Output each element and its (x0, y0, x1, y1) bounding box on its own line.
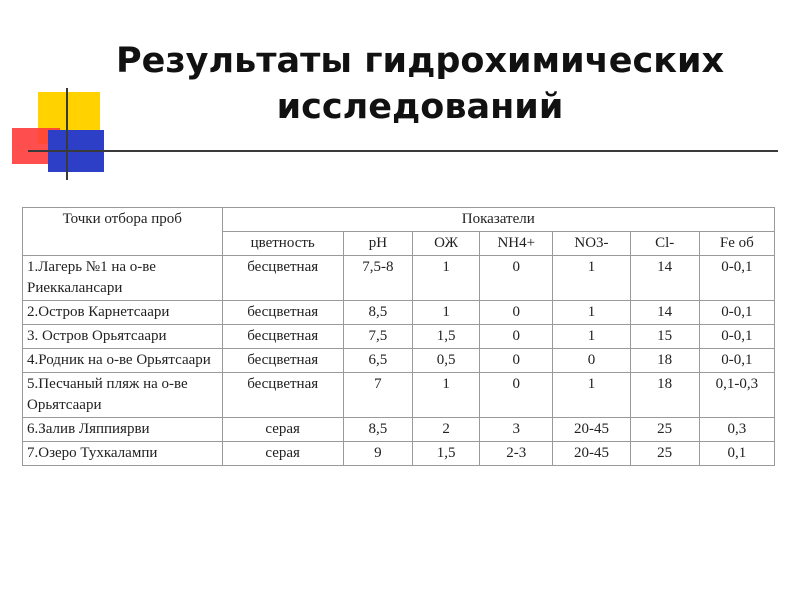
cell-ph: 6,5 (343, 349, 412, 373)
cell-ph: 7,5 (343, 325, 412, 349)
header-point: Точки отбора проб (23, 208, 223, 256)
cell-color: бесцветная (222, 301, 343, 325)
cell-nh4: 0 (480, 301, 553, 325)
cell-point: 4.Родник на о-ве Орьятсаари (23, 349, 223, 373)
cell-color: бесцветная (222, 256, 343, 301)
cell-nh4: 3 (480, 418, 553, 442)
cell-cl: 25 (630, 442, 699, 466)
cell-color: бесцветная (222, 373, 343, 418)
col-header-color: цветность (222, 232, 343, 256)
cell-ph: 8,5 (343, 301, 412, 325)
cell-nh4: 0 (480, 373, 553, 418)
cell-point: 5.Песчаный пляж на о-ве Орьятсаари (23, 373, 223, 418)
table-row (23, 442, 775, 466)
table-row (23, 325, 775, 349)
table-row (23, 256, 775, 301)
table-row (23, 301, 775, 325)
cell-fe: 0,3 (699, 418, 774, 442)
table-header-row (23, 208, 775, 232)
cell-no3: 20-45 (553, 442, 630, 466)
cell-point: 3. Остров Орьятсаари (23, 325, 223, 349)
title-line-1: Результаты гидрохимических (115, 41, 725, 81)
results-table (22, 207, 775, 466)
cell-oz: 1 (413, 256, 480, 301)
cell-color: серая (222, 442, 343, 466)
cell-fe: 0-0,1 (699, 256, 774, 301)
col-header-no3: NO3- (553, 232, 630, 256)
cell-cl: 14 (630, 301, 699, 325)
cell-nh4: 2-3 (480, 442, 553, 466)
cell-cl: 14 (630, 256, 699, 301)
col-header-oz: ОЖ (413, 232, 480, 256)
cell-nh4: 0 (480, 325, 553, 349)
cell-nh4: 0 (480, 349, 553, 373)
cell-point: 2.Остров Карнетсаари (23, 301, 223, 325)
cell-cl: 25 (630, 418, 699, 442)
cell-ph: 7,5-8 (343, 256, 412, 301)
cell-point: 6.Залив Ляппиярви (23, 418, 223, 442)
cell-no3: 1 (553, 373, 630, 418)
cell-point: 1.Лагерь №1 на о-ве Риеккалансари (23, 256, 223, 301)
decor-horizontal-line (28, 150, 778, 152)
cell-fe: 0,1-0,3 (699, 373, 774, 418)
cell-ph: 7 (343, 373, 412, 418)
cell-color: бесцветная (222, 349, 343, 373)
cell-fe: 0,1 (699, 442, 774, 466)
cell-fe: 0-0,1 (699, 325, 774, 349)
cell-oz: 1 (413, 301, 480, 325)
cell-color: серая (222, 418, 343, 442)
cell-fe: 0-0,1 (699, 349, 774, 373)
cell-fe: 0-0,1 (699, 301, 774, 325)
col-header-cl: Cl- (630, 232, 699, 256)
cell-oz: 1 (413, 373, 480, 418)
page-title (60, 38, 780, 130)
cell-no3: 1 (553, 256, 630, 301)
header-indicators: Показатели (222, 208, 774, 232)
cell-ph: 8,5 (343, 418, 412, 442)
col-header-fe: Fe об (699, 232, 774, 256)
cell-no3: 1 (553, 325, 630, 349)
cell-cl: 18 (630, 349, 699, 373)
cell-ph: 9 (343, 442, 412, 466)
cell-cl: 18 (630, 373, 699, 418)
cell-oz: 0,5 (413, 349, 480, 373)
col-header-ph: pH (343, 232, 412, 256)
table-row (23, 349, 775, 373)
table-row (23, 373, 775, 418)
cell-no3: 0 (553, 349, 630, 373)
title-line-2: исследований (276, 87, 564, 127)
table-row (23, 418, 775, 442)
cell-cl: 15 (630, 325, 699, 349)
cell-no3: 1 (553, 301, 630, 325)
cell-nh4: 0 (480, 256, 553, 301)
cell-oz: 1,5 (413, 325, 480, 349)
cell-color: бесцветная (222, 325, 343, 349)
cell-no3: 20-45 (553, 418, 630, 442)
cell-point: 7.Озеро Тухкалампи (23, 442, 223, 466)
col-header-nh4: NH4+ (480, 232, 553, 256)
cell-oz: 2 (413, 418, 480, 442)
cell-oz: 1,5 (413, 442, 480, 466)
